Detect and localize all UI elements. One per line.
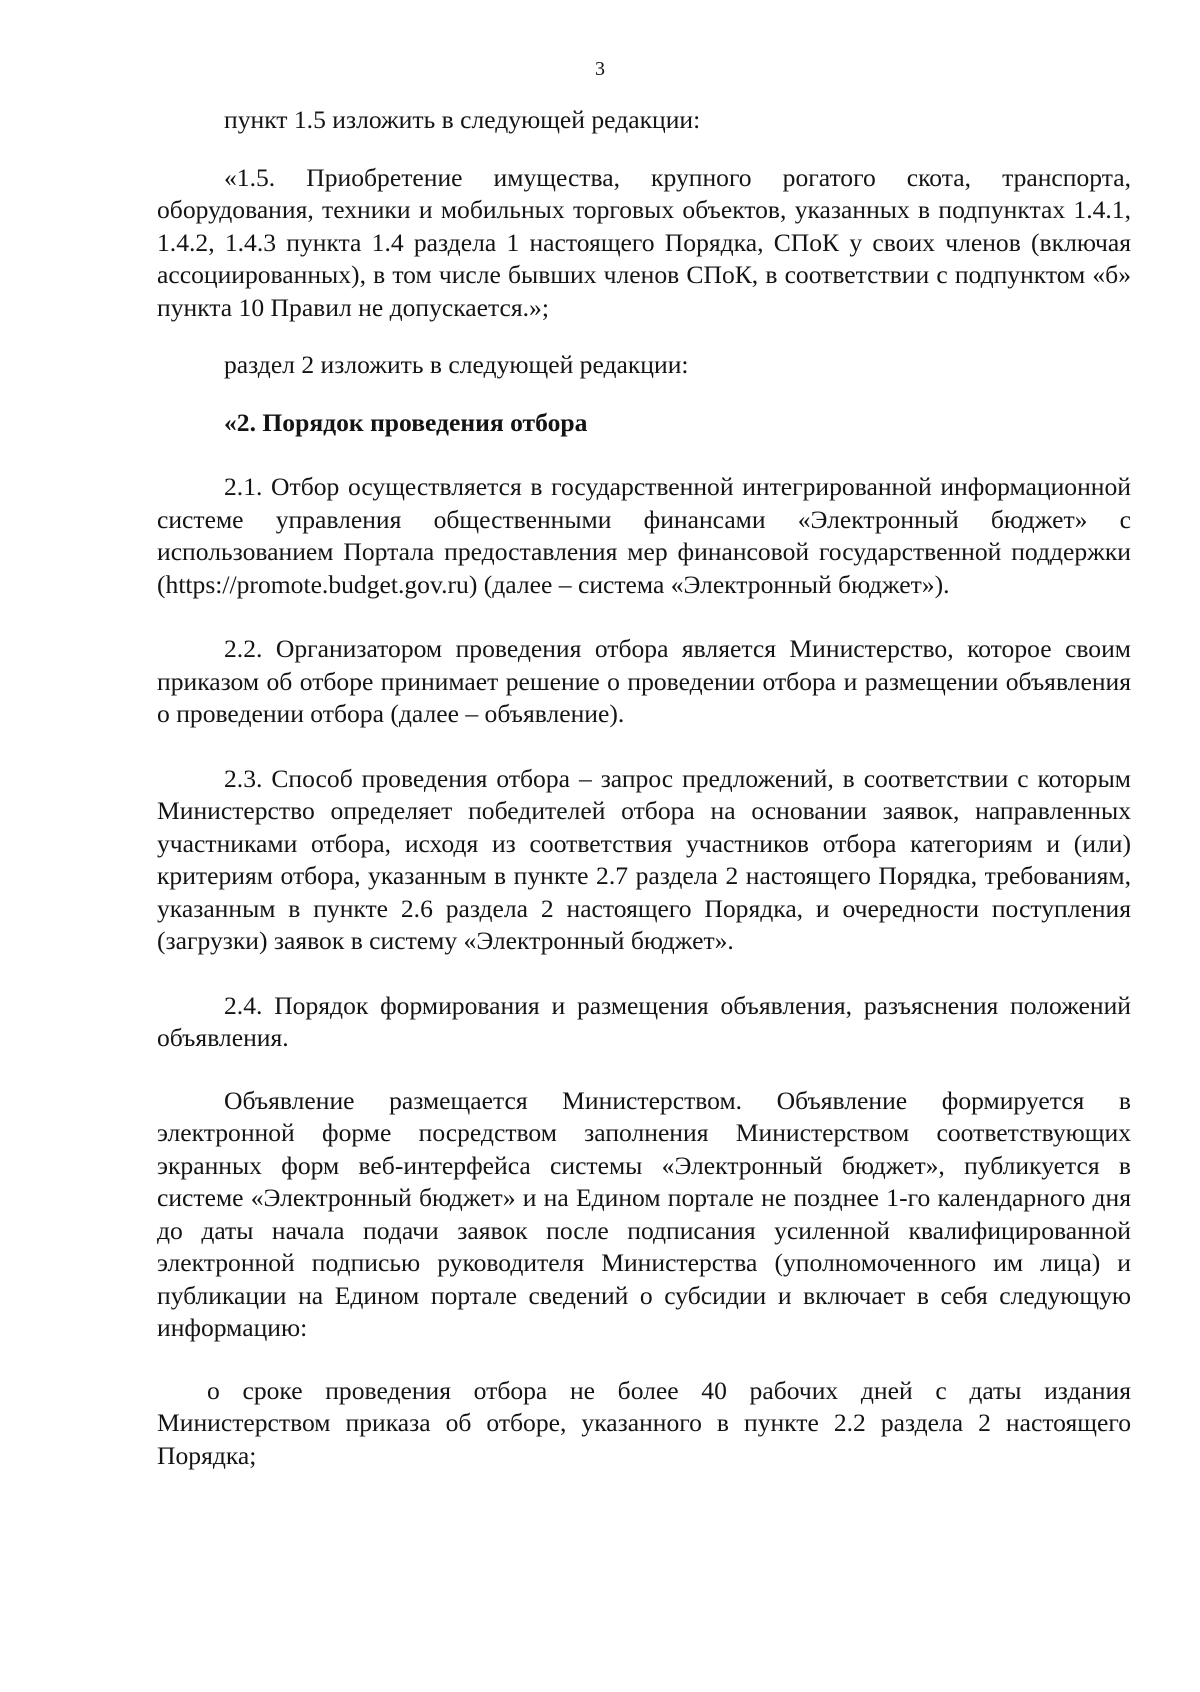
paragraph-instruction-1-5: пункт 1.5 изложить в следующей редакции:	[224, 105, 701, 134]
document-body	[157, 104, 1131, 1472]
paragraph-2-1: 2.1. Отбор осуществляется в государственной интегрированной информационной системе управления общественными финансами «Электронный бюджет» с использованием Портала предоставления мер финансовой государственной поддержки (https://promote.budget.gov.ru) (далее – система «Электронный бюджет»).	[157, 472, 1131, 599]
paragraph-item-1-5: «1.5. Приобретение имущества, крупного рогатого скота, транспорта, оборудования, техники и мобильных торговых объектов, указанных в подпунктах 1.4.1, 1.4.2, 1.4.3 пункта 1.4 раздела 1 настоящего Порядка, СПоК у своих членов (включая ассоциированных), в том числе бывших членов СПоК, в соответствии с подпунктом «б» пункта 10 Правил не допускается.»;	[157, 162, 1131, 322]
paragraph-2-3: 2.3. Способ проведения отбора – запрос предложений, в соответствии с которым Министерство определяет победителей отбора на основании заявок, направленных участниками отбора, исходя из соответствия участников отбора категориям и (или) критериям отбора, указанным в пункте 2.7 раздела 2 настоящего Порядка, требованиям, указанным в пункте 2.6 раздела 2 настоящего Порядка, и очередности поступления (загрузки) заявок в систему «Электронный бюджет».	[157, 763, 1131, 955]
paragraph-announcement: Объявление размещается Министерством. Объявление формируется в электронной форме посредством заполнения Министерством соответствующих экранных форм веб-интерфейса системы «Электронный бюджет», публикуется в системе «Электронный бюджет» и на Едином портале не позднее 1-го календарного дня до даты начала подачи заявок после подписания усиленной квалифицированной электронной подписью руководителя Министерства (уполномоченного им лица) и публикации на Едином портале сведений о субсидии и включает в себя следующую информацию:	[157, 1085, 1131, 1342]
paragraph-selection-term: о сроке проведения отбора не более 40 рабочих дней с даты издания Министерством приказа об отборе, указанного в пункте 2.2 раздела 2 настоящего Порядка;	[157, 1375, 1131, 1470]
paragraph-instruction-section-2: раздел 2 изложить в следующей редакции:	[224, 350, 689, 379]
section-heading: «2. Порядок проведения отбора	[224, 407, 588, 437]
paragraph-2-4: 2.4. Порядок формирования и размещения объявления, разъяснения положений объявления.	[157, 990, 1131, 1052]
paragraph-2-2: 2.2. Организатором проведения отбора является Министерство, которое своим приказом об отборе принимает решение о проведении отбора и размещении объявления о проведении отбора (далее – объявление).	[157, 634, 1131, 728]
page-number: 3	[595, 58, 605, 80]
